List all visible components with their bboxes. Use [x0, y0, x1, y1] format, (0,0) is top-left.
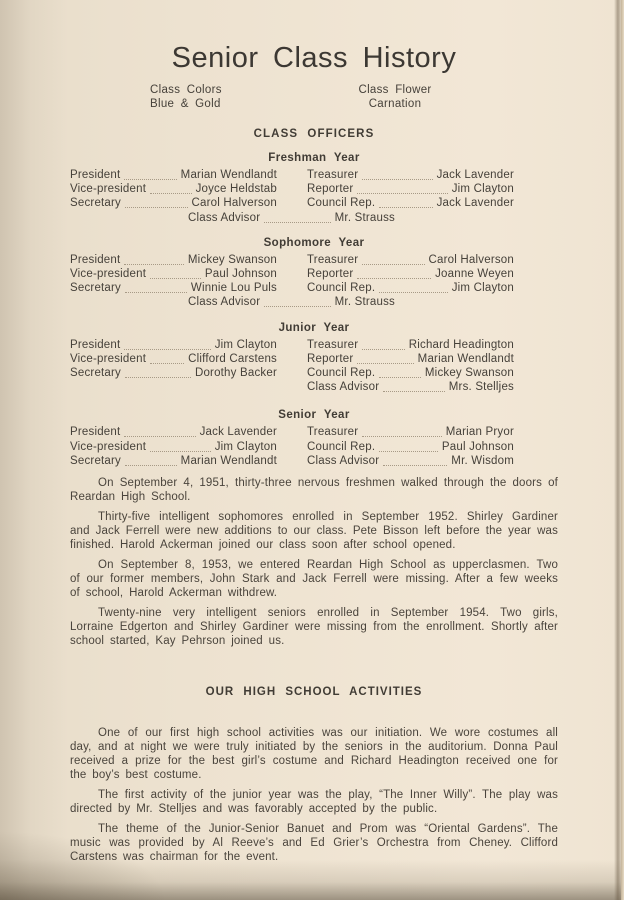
officer-role: Treasurer	[307, 338, 359, 351]
history-paragraph: On September 8, 1953, we entered Reardan High School as upperclasmen. Two of our former members, John Stark and Jack Ferrell were missing. After a few weeks of school, Harold Ackerman withdrew.	[70, 559, 558, 600]
dotted-leader	[357, 182, 447, 194]
officer-row	[70, 253, 277, 267]
officer-name: Richard Headington	[408, 338, 514, 351]
dotted-leader	[124, 338, 210, 350]
class-flower-block	[349, 84, 441, 111]
officer-row	[70, 281, 277, 295]
officer-role: Secretary	[70, 282, 122, 295]
class-flower-value: Carnation	[368, 97, 422, 110]
officer-name: Carol Halverson	[428, 253, 514, 266]
officer-row	[307, 281, 514, 295]
officer-role: President	[70, 169, 121, 181]
officer-table	[70, 168, 514, 211]
officer-column-left	[70, 168, 277, 211]
officer-name: Mrs. Stelljes	[448, 381, 514, 394]
officer-name: Jack Lavender	[199, 426, 277, 439]
officer-role: Council Rep.	[307, 197, 376, 210]
officer-role: Class Advisor	[188, 296, 261, 309]
officer-row	[70, 196, 277, 210]
officer-column-left	[70, 253, 277, 296]
officer-row	[307, 440, 514, 454]
officer-row	[307, 366, 514, 380]
officer-name: Joyce Heldstab	[195, 183, 277, 196]
officer-name: Mr. Strauss	[334, 296, 395, 309]
officer-column-right	[307, 338, 514, 395]
officer-role: Vice-president	[70, 268, 147, 281]
officer-row	[70, 352, 277, 366]
officer-column-right	[307, 425, 514, 468]
page-title: Senior Class History	[171, 42, 457, 74]
year-section-sophomore	[70, 237, 558, 310]
officer-table	[70, 425, 514, 468]
officer-role: Vice-president	[70, 183, 147, 196]
officer-role: Class Advisor	[307, 454, 380, 467]
officer-role: Vice-president	[70, 440, 147, 453]
dotted-leader	[379, 440, 438, 452]
officer-name: Clifford Carstens	[188, 352, 277, 365]
dotted-leader	[383, 380, 445, 392]
officer-row	[70, 182, 277, 196]
officer-role: President	[70, 426, 121, 439]
officer-table	[70, 253, 514, 296]
officer-row	[307, 352, 514, 366]
officer-role: Class Advisor	[188, 211, 261, 224]
officer-name: Joanne Weyen	[435, 268, 514, 281]
history-paragraph: On September 4, 1951, thirty-three nervous freshmen walked through the doors of Reardan High School.	[70, 477, 558, 504]
dotted-leader	[379, 281, 447, 293]
activities-paragraph: The theme of the Junior-Senior Banuet and Prom was “Oriental Gardens”. The music was provided by Al Reeve’s and Ed Grier’s Orchestra from Cheney. Clifford Carstens was chairman for the event.	[70, 823, 558, 864]
page-edge-shadow	[614, 0, 621, 900]
dotted-leader	[357, 352, 413, 364]
officer-row	[70, 454, 277, 468]
dotted-leader	[150, 440, 211, 452]
class-advisor-row	[188, 211, 395, 225]
officer-role: President	[70, 253, 121, 266]
dotted-leader	[125, 454, 177, 466]
year-section-junior	[70, 322, 558, 395]
dotted-leader	[125, 281, 187, 293]
class-advisor-row	[307, 380, 514, 394]
officer-name: Dorothy Backer	[194, 367, 277, 380]
class-colors-flower-row	[70, 84, 558, 113]
dotted-leader	[362, 338, 405, 350]
officer-row	[307, 196, 514, 210]
officer-name: Winnie Lou Puls	[190, 282, 277, 295]
officer-column-left	[70, 425, 277, 468]
officer-role: Council Rep.	[307, 440, 376, 453]
dotted-leader	[362, 253, 424, 265]
officer-column-left	[70, 338, 277, 395]
year-heading: Sophomore Year	[263, 236, 365, 249]
dotted-leader	[362, 425, 442, 437]
officer-row	[307, 338, 514, 352]
officer-role: Council Rep.	[307, 282, 376, 295]
year-section-freshman	[70, 152, 558, 225]
officer-name: Jack Lavender	[436, 197, 514, 210]
activities-paragraph: One of our first high school activities was our initiation. We wore costumes all day, and at night we were truly initiated by the seniors in the auditorium. Donna Paul received a prize for the best girl’s costume and Richard Headington received one for the boy’s best costume.	[70, 727, 558, 782]
officer-table	[70, 338, 514, 395]
class-flower-label: Class Flower	[358, 84, 432, 96]
dotted-leader	[124, 253, 184, 265]
class-colors-value: Blue & Gold	[150, 97, 221, 110]
officer-role: Reporter	[307, 268, 354, 281]
dotted-leader	[125, 196, 188, 208]
dotted-leader	[124, 425, 195, 437]
dotted-leader	[362, 168, 432, 180]
officer-name: Mickey Swanson	[187, 253, 277, 266]
officer-name: Jim Clayton	[451, 282, 514, 295]
officer-name: Marian Wendlandt	[180, 454, 277, 467]
officer-row	[70, 338, 277, 352]
year-heading: Senior Year	[278, 409, 350, 422]
dotted-leader	[264, 211, 330, 223]
officer-name: Mr. Strauss	[334, 211, 395, 224]
officer-role: Treasurer	[307, 169, 359, 181]
officer-role: Treasurer	[307, 253, 359, 266]
dotted-leader	[150, 267, 201, 279]
officer-column-right	[307, 253, 514, 296]
officer-role: Council Rep.	[307, 367, 376, 380]
officer-role: Treasurer	[307, 426, 359, 439]
activities-heading: OUR HIGH SCHOOL ACTIVITIES	[205, 686, 423, 699]
dotted-leader	[125, 366, 191, 378]
officer-name: Marian Wendlandt	[417, 352, 514, 365]
officer-role: President	[70, 338, 121, 351]
class-colors-label: Class Colors	[150, 84, 222, 96]
dotted-leader	[379, 366, 421, 378]
officer-name: Marian Pryor	[445, 426, 514, 439]
class-advisor-row	[188, 295, 395, 309]
page-content	[70, 0, 558, 900]
class-colors-block	[150, 84, 222, 111]
officer-name: Mickey Swanson	[424, 367, 514, 380]
year-section-senior	[70, 409, 558, 468]
dotted-leader	[264, 295, 330, 307]
dotted-leader	[357, 267, 431, 279]
officer-role: Reporter	[307, 183, 354, 196]
officer-row	[307, 182, 514, 196]
officer-column-right	[307, 168, 514, 211]
officer-name: Marian Wendlandt	[180, 169, 277, 181]
officer-name: Paul Johnson	[441, 440, 514, 453]
officer-role: Reporter	[307, 352, 354, 365]
class-officers-heading: CLASS OFFICERS	[253, 128, 375, 140]
dotted-leader	[383, 454, 447, 466]
officer-name: Carol Halverson	[191, 197, 277, 210]
officer-name: Jim Clayton	[214, 338, 277, 351]
officer-row	[307, 168, 514, 182]
officer-role: Secretary	[70, 367, 122, 380]
officer-name: Jack Lavender	[436, 169, 514, 181]
officer-row	[307, 267, 514, 281]
history-paragraph: Thirty-five intelligent sophomores enrolled in September 1952. Shirley Gardiner and Jack Ferrell were new additions to our class. Pete Bisson left before the year was finished. Harold Ackerman joined our class soon after school opened.	[70, 511, 558, 552]
dotted-leader	[124, 168, 176, 180]
dotted-leader	[150, 352, 184, 364]
officer-name: Jim Clayton	[451, 183, 514, 196]
officer-row	[70, 366, 277, 380]
dotted-leader	[150, 182, 191, 194]
officer-role: Secretary	[70, 197, 122, 210]
officer-row	[70, 267, 277, 281]
officer-role: Secretary	[70, 454, 122, 467]
officer-row	[70, 168, 277, 182]
history-paragraph: Twenty-nine very intelligent seniors enrolled in September 1954. Two girls, Lorraine Edgerton and Shirley Gardiner were missing from the enrollment. Shortly after school started, Kay Pehrson joined us.	[70, 607, 558, 648]
activities-paragraph: The first activity of the junior year was the play, “The Inner Willy”. The play was directed by Mr. Stelljes and was favorably accepted by the public.	[70, 789, 558, 816]
officer-row	[307, 253, 514, 267]
dotted-leader	[379, 196, 432, 208]
officer-name: Paul Johnson	[204, 268, 277, 281]
year-heading: Junior Year	[278, 321, 350, 334]
officer-row	[70, 425, 277, 439]
officer-row	[70, 440, 277, 454]
officer-name: Mr. Wisdom	[451, 454, 514, 467]
year-heading: Freshman Year	[268, 152, 360, 164]
officer-row	[307, 425, 514, 439]
officer-role: Class Advisor	[307, 381, 380, 394]
officer-role: Vice-president	[70, 352, 147, 365]
officer-name: Jim Clayton	[214, 440, 277, 453]
class-advisor-row	[307, 454, 514, 468]
